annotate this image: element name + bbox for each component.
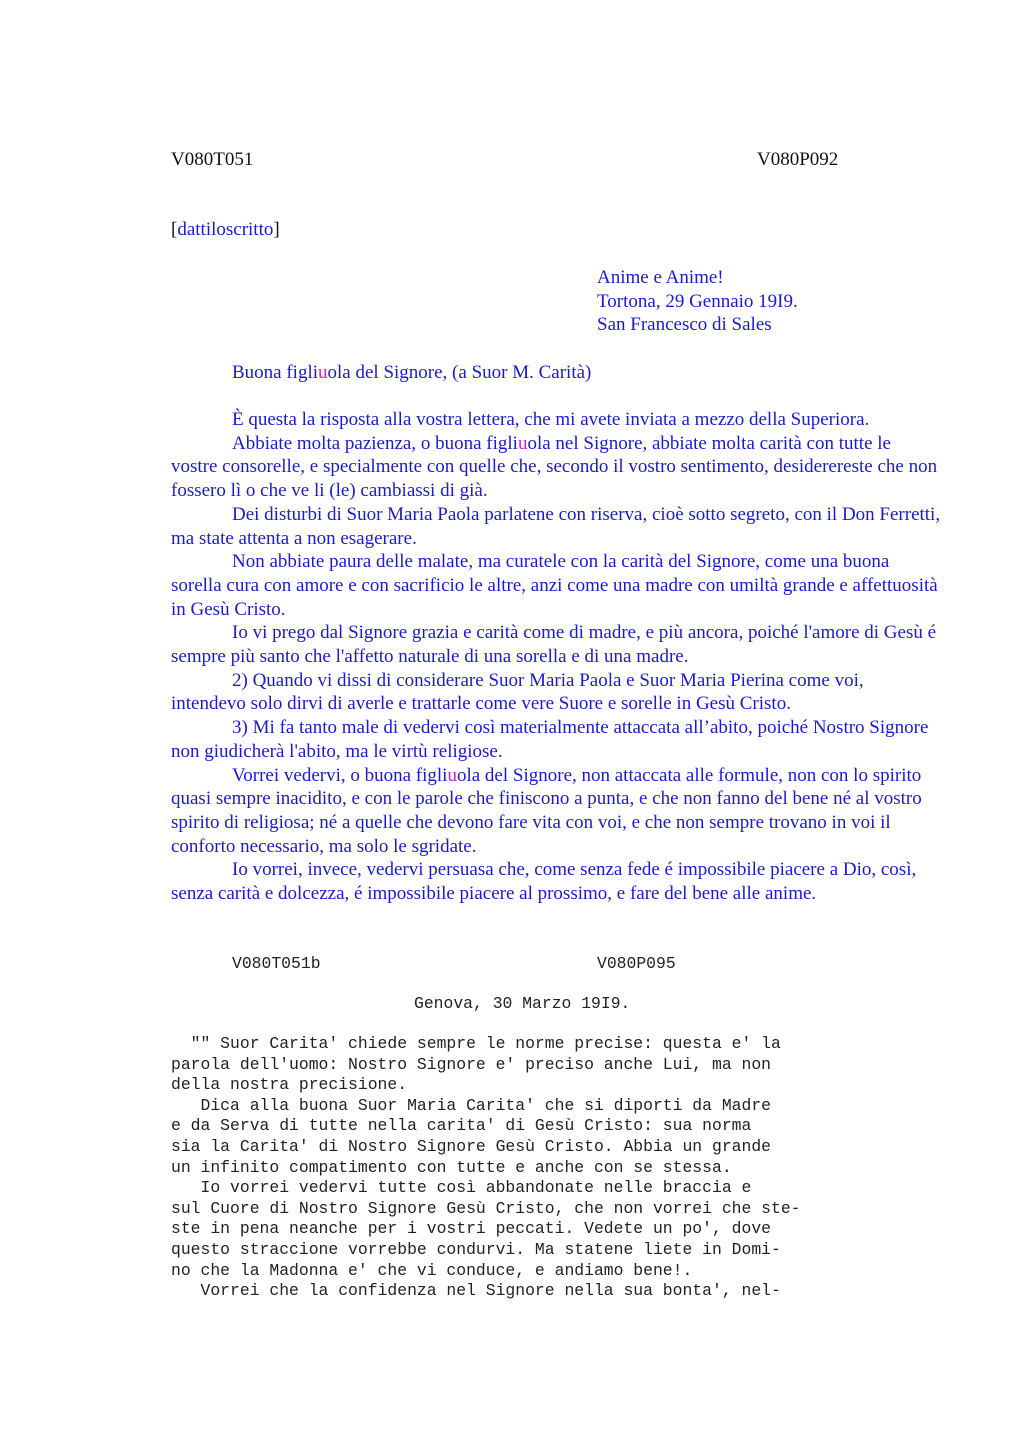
tag-close-bracket: ] bbox=[273, 219, 280, 240]
letter-body bbox=[171, 408, 941, 906]
letter-paragraph: Abbiate molta pazienza, o buona figliuola nel Signore, abbiate molta carità con tutte le vostre consorelle, e specialmente con quelle che, secondo il vostro sentimento, desiderereste che non fossero lì o che ve li (le) cambiassi di già. bbox=[171, 432, 938, 502]
document-reference-right: V080P092 bbox=[757, 149, 839, 170]
tag-label: dattiloscritto bbox=[177, 219, 274, 240]
letter-paragraph: Io vi prego dal Signore grazia e carità come di madre, e più ancora, poiché l'amore di Gesù é sempre più santo che l'affetto naturale di una sorella e di una madre. bbox=[171, 622, 937, 668]
highlight-mark: u bbox=[447, 764, 457, 786]
second-reference-right: V080P095 bbox=[597, 954, 676, 973]
typewritten-excerpt bbox=[171, 1034, 801, 1302]
typewritten-line: "" Suor Carita' chiede sempre le norme precise: questa e' la bbox=[171, 1034, 781, 1053]
letter-paragraph: È questa la risposta alla vostra lettera, che mi avete inviata a mezzo della Superiora. bbox=[232, 409, 870, 430]
tag-open-bracket: [ bbox=[171, 219, 178, 240]
typewritten-line: no che la Madonna e' che vi conduce, e andiamo bene!. bbox=[171, 1260, 693, 1280]
typewritten-line: parola dell'uomo: Nostro Signore e' preciso anche Lui, ma non bbox=[171, 1054, 771, 1074]
letter-paragraph: Vorrei vedervi, o buona figliuola del Signore, non attaccata alle formule, non con lo spirito quasi sempre inacidito, e con le parole che finiscono a punta, e che non fanno del bene né al vostro spirito di religiosa; né a quelle che devono fare vita con voi, e che non sempre trovano in voi il conforto necessario, ma solo le sgridate. bbox=[171, 764, 922, 857]
letter-motto: Anime e Anime! bbox=[597, 267, 724, 288]
typewritten-line: Io vorrei vedervi tutte così abbandonate nelle braccia e bbox=[171, 1178, 752, 1198]
letter-heading bbox=[597, 266, 798, 337]
typescript-tag bbox=[171, 218, 280, 242]
typewritten-line: e da Serva di tutte nella carita' di Gesù Cristo: sua norma bbox=[171, 1116, 752, 1136]
letter-paragraph: Io vorrei, invece, vedervi persuasa che, come senza fede é impossibile piacere a Dio, così, senza carità e dolcezza, é impossibile piacere al prossimo, e fare del bene alle anime. bbox=[171, 859, 917, 905]
second-reference-left: V080T051b bbox=[232, 954, 321, 973]
typewritten-line: della nostra precisione. bbox=[171, 1075, 408, 1095]
typewritten-line: ste in pena neanche per i vostri peccati. Vedete un po', dove bbox=[171, 1219, 771, 1239]
letter-place-date: Tortona, 29 Gennaio 19I9. bbox=[597, 290, 798, 312]
typewritten-line: Dica alla buona Suor Maria Carita' che si diporti da Madre bbox=[171, 1095, 771, 1115]
typewritten-line: questo straccione vorrebbe condurvi. Ma statene liete in Domi- bbox=[171, 1239, 781, 1259]
highlight-mark: u bbox=[517, 432, 528, 454]
letter-paragraph: 3) Mi fa tanto male di vedervi così materialmente attaccata all’abito, poiché Nostro Signore non giudicherà l'abito, ma le virtù religiose. bbox=[171, 717, 929, 762]
second-letter-date: Genova, 30 Marzo 19I9. bbox=[414, 994, 631, 1013]
typewritten-line: un infinito compatimento con tutte e anche con se stessa. bbox=[171, 1157, 732, 1177]
typewritten-line: sul Cuore di Nostro Signore Gesù Cristo, che non vorrei che ste- bbox=[171, 1198, 801, 1218]
letter-saint-day: San Francesco di Sales bbox=[597, 314, 772, 336]
letter-paragraph: 2) Quando vi dissi di considerare Suor Maria Paola e Suor Maria Pierina come voi, intendevo solo dirvi di averle e trattarle come vere Suore e sorelle in Gesù Cristo. bbox=[171, 669, 864, 715]
typewritten-line: Vorrei che la confidenza nel Signore nella sua bonta', nel- bbox=[171, 1281, 781, 1301]
letter-salutation: Buona figliuola del Signore, (a Suor M. Carità) bbox=[232, 362, 592, 383]
document-reference-left: V080T051 bbox=[171, 149, 254, 170]
letter-paragraph: Dei disturbi di Suor Maria Paola parlatene con riserva, cioè sotto segreto, con il Don Ferretti, ma state attenta a non esagerare. bbox=[171, 503, 941, 549]
highlight-mark: u bbox=[318, 362, 328, 383]
letter-paragraph: Non abbiate paura delle malate, ma curatele con la carità del Signore, come una buona sorella cura con amore e con sacrificio le altre, anzi come una madre con umiltà grande e affettuosità in Gesù Cristo. bbox=[171, 551, 938, 620]
typewritten-line: sia la Carita' di Nostro Signore Gesù Cristo. Abbia un grande bbox=[171, 1136, 771, 1156]
